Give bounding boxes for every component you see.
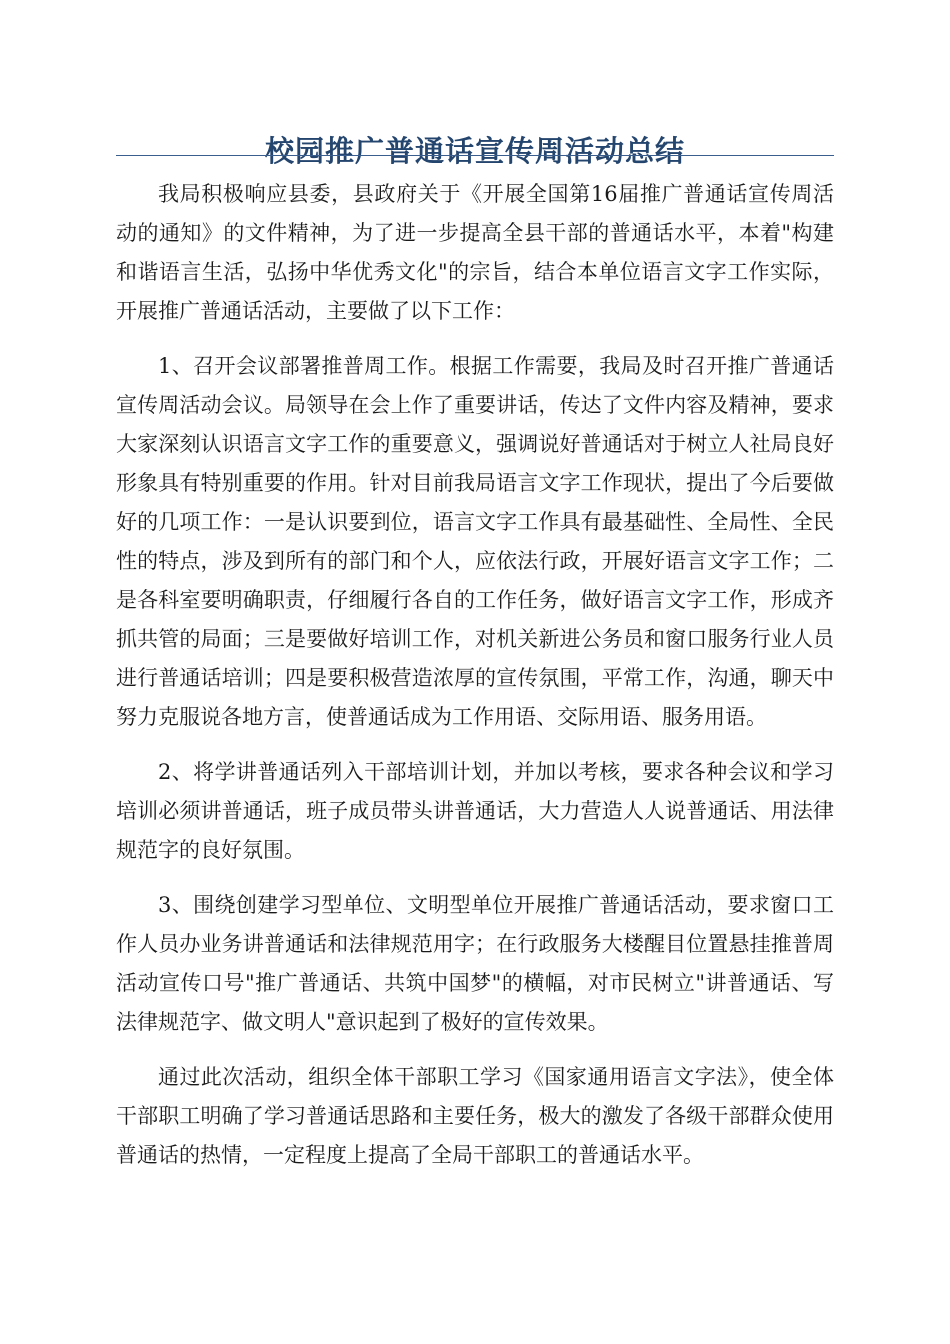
document-body bbox=[116, 175, 834, 1191]
paragraph-item-2: 2、将学讲普通话列入干部培训计划，并加以考核，要求各种会议和学习培训必须讲普通话，班子成员带头讲普通话，大力营造人人说普通话、用法律规范字的良好氛围。 bbox=[116, 760, 834, 862]
paragraph-intro: 我局积极响应县委，县政府关于《开展全国第16届推广普通话宣传周活动的通知》的文件精神，为了进一步提高全县干部的普通话水平，本着"构建和谐语言生活，弘扬中华优秀文化"的宗旨，结合本单位语言文字工作实际，开展推广普通话活动，主要做了以下工作： bbox=[116, 182, 834, 323]
paragraph-item-3: 3、围绕创建学习型单位、文明型单位开展推广普通话活动，要求窗口工作人员办业务讲普通话和法律规范用字；在行政服务大楼醒目位置悬挂推普周活动宣传口号"推广普通话、共筑中国梦"的横幅，对市民树立"讲普通话、写法律规范字、做文明人"意识起到了极好的宣传效果。 bbox=[116, 893, 834, 1034]
document-title: 校园推广普通话宣传周活动总结 bbox=[264, 134, 685, 169]
paragraph-conclusion: 通过此次活动，组织全体干部职工学习《国家通用语言文字法》，使全体干部职工明确了学习普通话思路和主要任务，极大的激发了各级干部群众使用普通话的热情，一定程度上提高了全局干部职工的普通话水平。 bbox=[116, 1065, 834, 1167]
paragraph-item-1: 1、召开会议部署推普周工作。根据工作需要，我局及时召开推广普通话宣传周活动会议。局领导在会上作了重要讲话，传达了文件内容及精神，要求大家深刻认识语言文字工作的重要意义，强调说好普通话对于树立人社局良好形象具有特别重要的作用。针对目前我局语言文字工作现状，提出了今后要做好的几项工作：一是认识要到位，语言文字工作具有最基础性、全局性、全民性的特点，涉及到所有的部门和个人，应依法行政，开展好语言文字工作；二是各科室要明确职责，仔细履行各自的工作任务，做好语言文字工作，形成齐抓共管的局面；三是要做好培训工作，对机关新进公务员和窗口服务行业人员进行普通话培训；四是要积极营造浓厚的宣传氛围，平常工作，沟通，聊天中努力克服说各地方言，使普通话成为工作用语、交际用语、服务用语。 bbox=[116, 354, 834, 729]
title-underline bbox=[116, 155, 834, 156]
